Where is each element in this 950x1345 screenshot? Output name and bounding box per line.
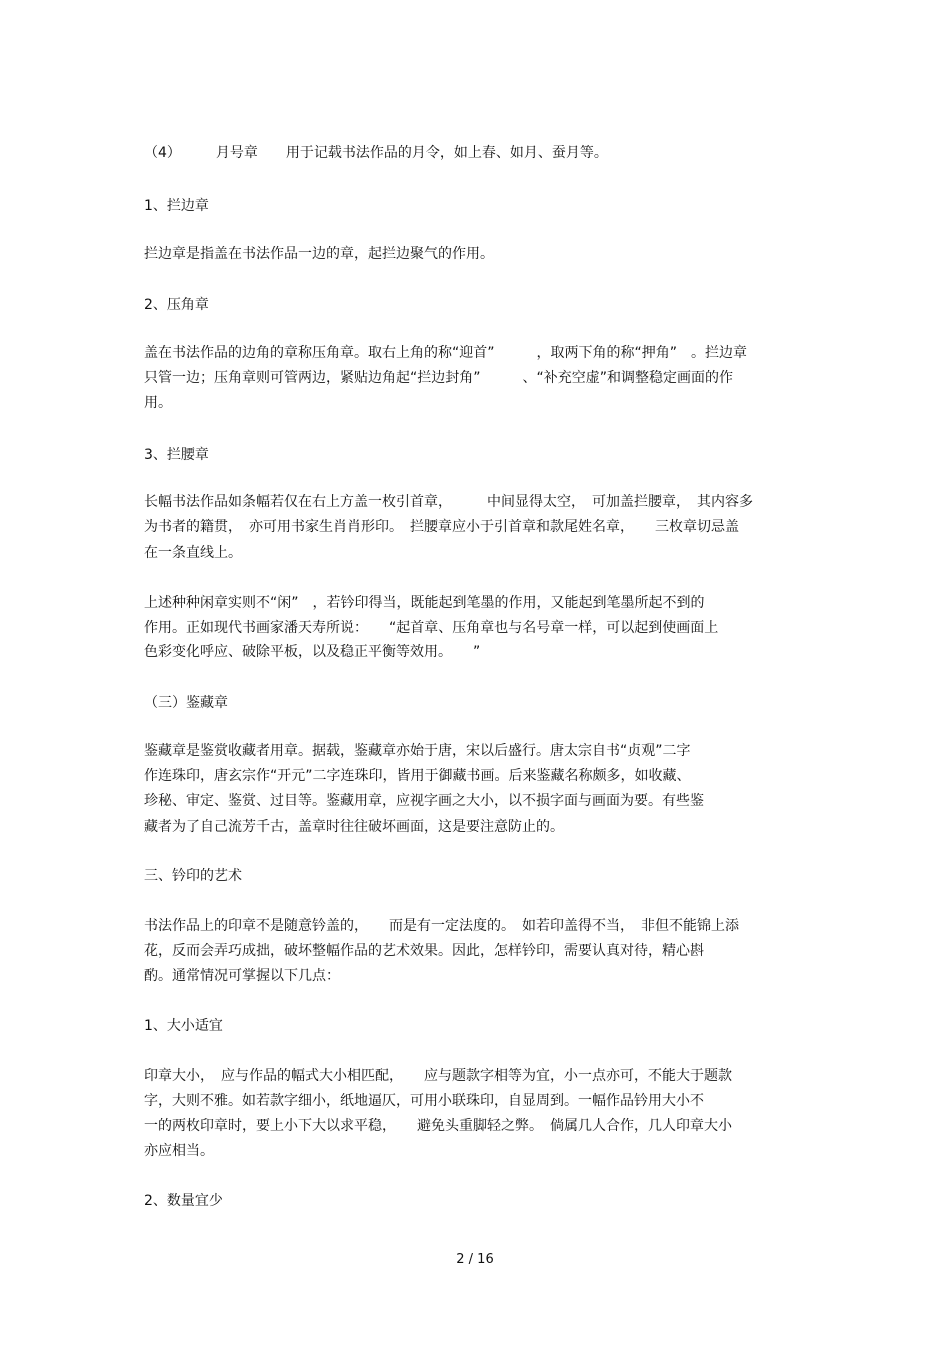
text-line: 在一条直线上。 xyxy=(144,545,242,561)
text-line: （4） 月号章 用于记载书法作品的月令，如上春、如月、蚕月等。 xyxy=(144,145,608,161)
text-line: 作用。正如现代书画家潘天寿所说： “起首章、压角章也与名号章一样，可以起到使画面上 xyxy=(144,620,719,636)
text-line: 上述种种闲章实则不“闲” ，若钤印得当，既能起到笔墨的作用，又能起到笔墨所起不到的 xyxy=(144,595,705,611)
section-heading: 3、拦腰章 xyxy=(144,447,209,463)
section-heading: 2、压角章 xyxy=(144,297,209,313)
section-heading: （三）鉴藏章 xyxy=(144,695,228,711)
text-line: 用。 xyxy=(144,395,172,411)
text-line: 作连珠印，唐玄宗作“开元”二字连珠印，皆用于御藏书画。后来鉴藏名称颇多，如收藏、 xyxy=(144,768,691,784)
text-line: 盖在书法作品的边角的章称压角章。取右上角的称“迎首” ，取两下角的称“押角” 。拦边章 xyxy=(144,345,748,361)
text-line: 亦应相当。 xyxy=(144,1143,214,1159)
page-number: 2 / 16 xyxy=(456,1252,494,1267)
text-line: 为书者的籍贯， 亦可用书家生肖肖形印。 拦腰章应小于引首章和款尾姓名章， 三枚章切忌盖 xyxy=(144,519,739,535)
section-heading: 2、数量宜少 xyxy=(144,1193,223,1209)
text-line: 长幅书法作品如条幅若仅在右上方盖一枚引首章， 中间显得太空， 可加盖拦腰章， 其内容多 xyxy=(144,494,753,510)
section-heading: 1、大小适宜 xyxy=(144,1018,223,1034)
text-line: 鉴藏章是鉴赏收藏者用章。据载，鉴藏章亦始于唐，宋以后盛行。唐太宗自书“贞观”二字 xyxy=(144,743,691,759)
text-line: 拦边章是指盖在书法作品一边的章，起拦边聚气的作用。 xyxy=(144,246,494,262)
text-line: 字，大则不雅。如若款字细小，纸地逼仄，可用小联珠印，自显周到。一幅作品钤用大小不 xyxy=(144,1093,704,1109)
text-line: 书法作品上的印章不是随意钤盖的， 而是有一定法度的。 如若印盖得不当， 非但不能锦上添 xyxy=(144,918,739,934)
text-line: 色彩变化呼应、破除平板，以及稳正平衡等效用。 ” xyxy=(144,644,481,660)
text-line: 印章大小， 应与作品的幅式大小相匹配， 应与题款字相等为宜，小一点亦可，不能大于题款 xyxy=(144,1068,732,1084)
text-line: 花，反而会弄巧成拙，破坏整幅作品的艺术效果。因此，怎样钤印，需要认真对待，精心斟 xyxy=(144,943,704,959)
text-line: 酌。通常情况可掌握以下几点： xyxy=(144,968,340,984)
text-line: 只管一边；压角章则可管两边，紧贴边角起“拦边封角” 、“补充空虚”和调整稳定画面的作 xyxy=(144,370,734,386)
text-line: 珍秘、审定、鉴赏、过目等。鉴藏用章，应视字画之大小，以不损字面与画面为要。有些鉴 xyxy=(144,793,704,809)
text-line: 藏者为了自己流芳千古，盖章时往往破坏画面，这是要注意防止的。 xyxy=(144,819,564,835)
section-heading: 三、钤印的艺术 xyxy=(144,868,242,884)
section-heading: 1、拦边章 xyxy=(144,198,209,214)
text-line: 一的两枚印章时，要上小下大以求平稳， 避免头重脚轻之弊。 倘属几人合作，几人印章大小 xyxy=(144,1118,732,1134)
